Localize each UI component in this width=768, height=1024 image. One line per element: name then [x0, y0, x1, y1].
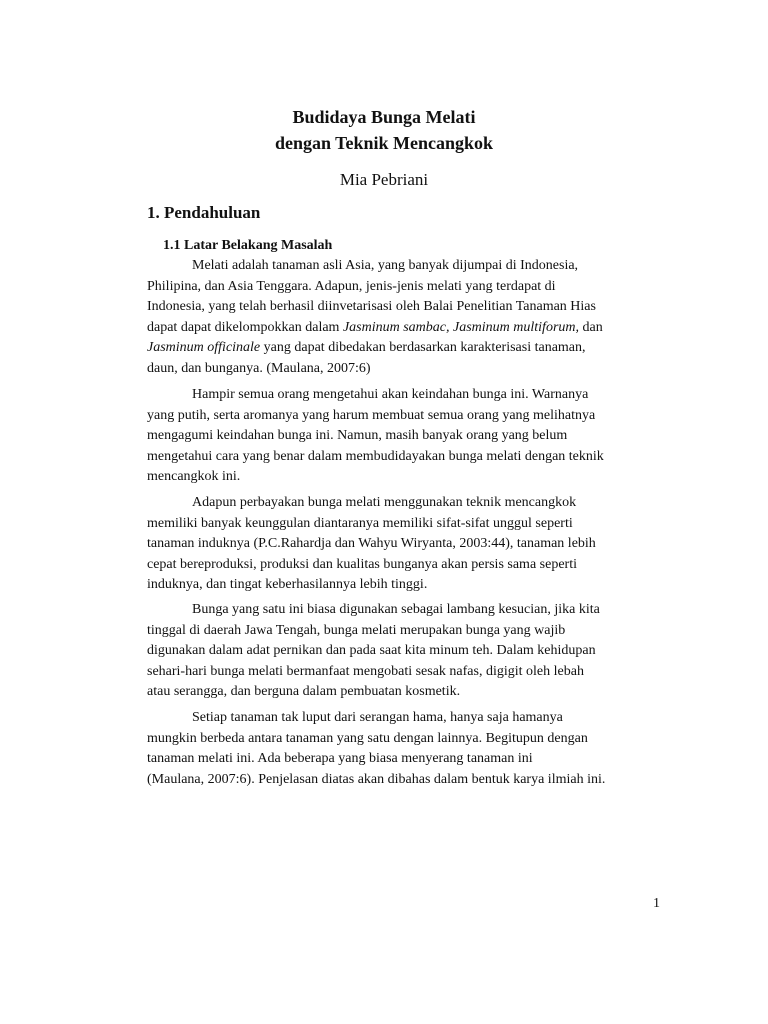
section-heading: 1. Pendahuluan: [147, 203, 261, 222]
species-name-italic: Jasminum officinale: [147, 340, 261, 355]
paragraph-line: induknya, dan tingat keberhasilannya lebih tinggi.: [147, 577, 428, 592]
paragraph-line: Setiap tanaman tak luput dari serangan hama, hanya saja hamanya: [192, 710, 563, 725]
paragraph-line: Philipina, dan Asia Tenggara. Adapun, jenis-jenis melati yang terdapat di: [147, 278, 556, 294]
paragraph-line: mungkin berbeda antara tanaman yang satu dengan lainnya. Begitupun dengan: [147, 730, 588, 746]
paragraph-line: cepat bereproduksi, produksi dan kualitas bunganya akan persis sama seperti: [147, 556, 577, 572]
paragraph-line: Hampir semua orang mengetahui akan keindahan bunga ini. Warnanya: [192, 387, 589, 402]
paragraph-line: mencangkok ini.: [147, 469, 241, 484]
paragraph-line: digunakan dalam adat pernikan dan pada saat kita minum teh. Dalam kehidupan: [147, 643, 596, 658]
paragraph-5: [147, 708, 657, 790]
paragraph-1: [147, 256, 657, 379]
paragraph-line: (Maulana, 2007:6). Penjelasan diatas akan dibahas dalam bentuk karya ilmiah ini.: [147, 771, 606, 787]
author-name: Mia Pebriani: [339, 170, 429, 189]
species-names-italic: Jasminum sambac, Jasminum multiforum,: [342, 319, 579, 335]
paragraph-3: [147, 493, 657, 596]
paragraph-line: Adapun perbayakan bunga melati menggunakan teknik mencangkok: [192, 495, 577, 510]
text-run: dan: [579, 319, 603, 335]
paragraph-line: atau serangga, dan berguna dalam pembuatan kosmetik.: [147, 684, 461, 699]
paragraph-line: Bunga yang satu ini biasa digunakan sebagai lambang kesucian, jika kita: [192, 602, 600, 617]
paragraph-line: tanaman induknya (P.C.Rahardja dan Wahyu Wiryanta, 2003:44), tanaman lebih: [147, 536, 596, 551]
subsection-heading: 1.1 Latar Belakang Masalah: [163, 238, 333, 253]
paragraph-line: tinggal di daerah Jawa Tengah, bunga melati merupakan bunga yang wajib: [147, 622, 566, 638]
page-number: 1: [653, 896, 660, 911]
paragraph-line: memiliki banyak keunggulan diantaranya memiliki sifat-sifat unggul seperti: [147, 515, 573, 531]
text-run: dapat dapat dikelompokkan dalam: [147, 319, 343, 335]
paragraph-line: Indonesia, yang telah berhasil diinvetarisasi oleh Balai Penelitian Tanaman Hias: [147, 299, 596, 314]
document-title-line-1: Budidaya Bunga Melati: [292, 107, 476, 127]
paragraph-line-mixed: [147, 338, 657, 359]
paragraph-line: sehari-hari bunga melati bermanfaat mengobati sesak nafas, digigit oleh lebah: [147, 663, 584, 679]
paragraph-line: mengagumi keindahan bunga ini. Namun, masih banyak orang yang belum: [147, 428, 568, 443]
paragraph-line: mengetahui cara yang benar dalam membudidayakan bunga melati dengan teknik: [147, 448, 604, 464]
paragraph-4: [147, 600, 657, 703]
paragraph-line: Melati adalah tanaman asli Asia, yang banyak dijumpai di Indonesia,: [192, 258, 579, 273]
text-run: yang dapat dibedakan berdasarkan karakterisasi tanaman,: [263, 340, 586, 355]
paragraph-line-mixed: [147, 318, 657, 339]
document-title-line-2: dengan Teknik Mencangkok: [274, 133, 494, 153]
paragraph-line: yang putih, serta aromanya yang harum membuat semua orang yang melihatnya: [147, 407, 596, 423]
paragraph-2: [147, 385, 657, 488]
paragraph-line: tanaman melati ini. Ada beberapa yang biasa menyerang tanaman ini: [147, 751, 533, 766]
paragraph-line: daun, dan bunganya. (Maulana, 2007:6): [147, 360, 371, 376]
